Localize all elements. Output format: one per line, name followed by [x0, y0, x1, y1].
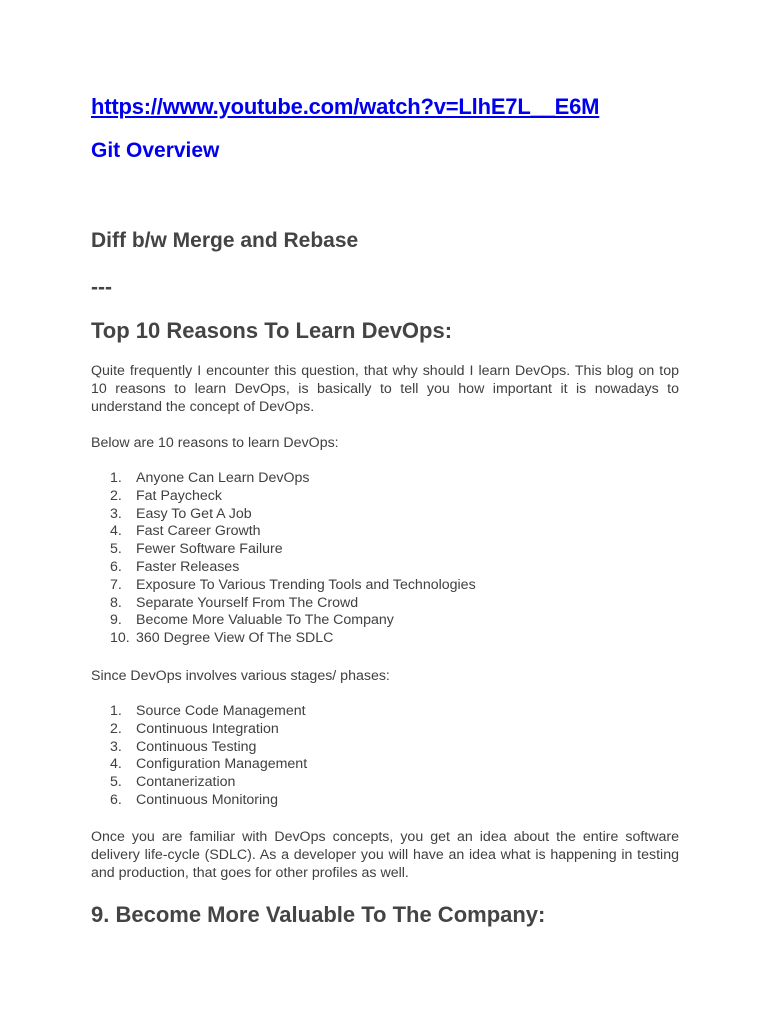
list-item: 1. Source Code Management: [110, 703, 306, 719]
list-item: 4. Fast Career Growth: [110, 523, 261, 540]
list-item: 5. Fewer Software Failure: [110, 541, 283, 558]
closing-paragraph: Once you are familiar with DevOps concepts, you get an idea about the entire software delivery life-cycle (SDLC). As a developer you will have an idea what is happening in testing and production, that goes for other profiles as well.: [91, 829, 679, 881]
list-item: 8. Separate Yourself From The Crowd: [110, 594, 359, 611]
list-item: 7. Exposure To Various Trending Tools and Technologies: [110, 576, 476, 593]
top-10-reasons-heading: Top 10 Reasons To Learn DevOps:: [91, 318, 453, 343]
youtube-link[interactable]: https://www.youtube.com/watch?v=LlhE7L__E6M: [91, 94, 600, 119]
list-item: 3. Easy To Get A Job: [110, 505, 252, 522]
git-overview-heading: Git Overview: [91, 139, 220, 162]
list-item: 9. Become More Valuable To The Company: [110, 612, 394, 629]
intro-paragraph: Quite frequently I encounter this question, that why should I learn DevOps. This blog on top 10 reasons to learn DevOps, is basically to tell you how important it is nowadays to understand the concept of DevOps.: [91, 363, 679, 415]
reasons-intro: Below are 10 reasons to learn DevOps:: [91, 435, 339, 451]
list-item: 6. Faster Releases: [110, 558, 240, 575]
list-item: 5. Contanerization: [110, 774, 236, 791]
section-9-heading: 9. Become More Valuable To The Company:: [91, 902, 546, 927]
diff-merge-rebase-heading: Diff b/w Merge and Rebase: [91, 229, 359, 252]
list-item: 2. Fat Paycheck: [110, 487, 222, 504]
reasons-list: [91, 470, 476, 648]
list-item: 4. Configuration Management: [110, 756, 308, 773]
list-item: 1. Anyone Can Learn DevOps: [110, 470, 310, 486]
list-item: 6. Continuous Monitoring: [110, 791, 278, 808]
list-item: 2. Continuous Integration: [110, 720, 279, 737]
stages-intro: Since DevOps involves various stages/ phases:: [91, 668, 390, 684]
list-item: 3. Continuous Testing: [110, 738, 257, 755]
list-item: 10. 360 Degree View Of The SDLC: [110, 630, 334, 647]
separator: ---: [91, 276, 112, 299]
stages-list: [91, 703, 307, 810]
